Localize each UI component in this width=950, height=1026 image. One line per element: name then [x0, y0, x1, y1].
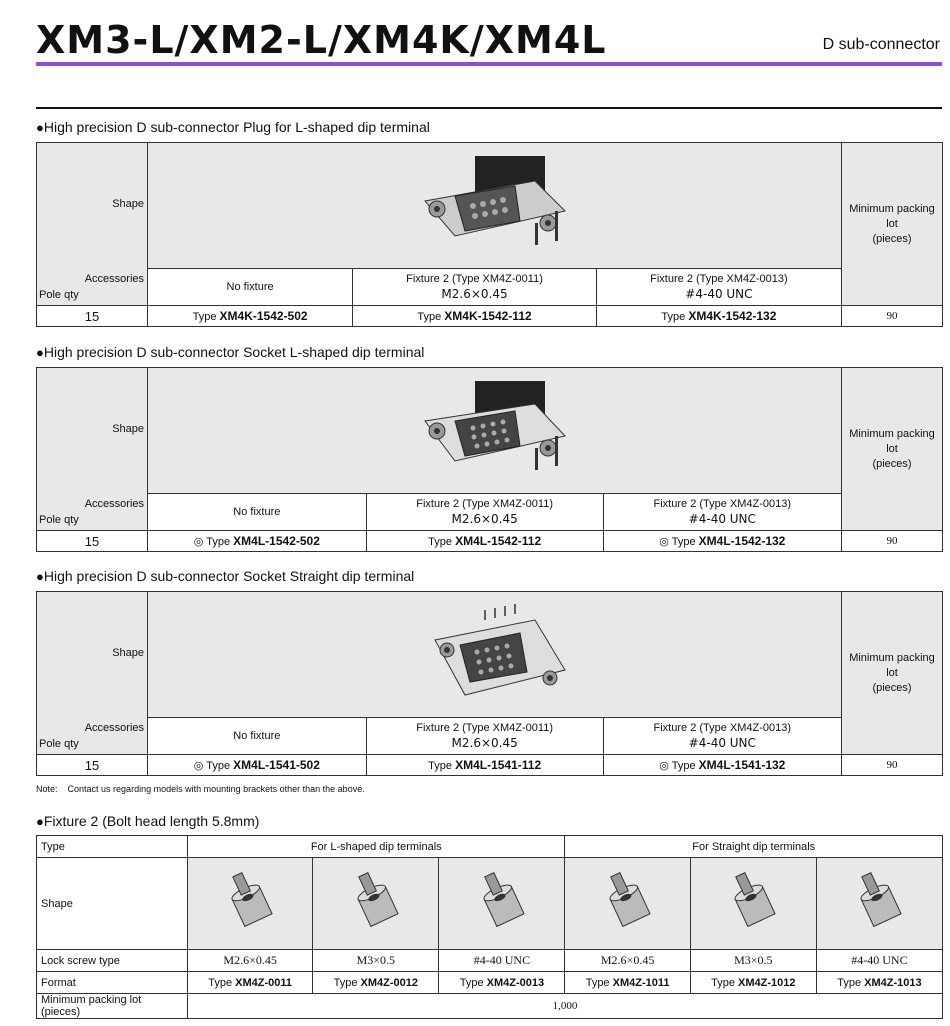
section-1-title: ●High precision D sub-connector Plug for L-shaped dip terminal: [36, 119, 430, 135]
footnote: Note: Contact us regarding models with mounting brackets other than the above.: [36, 784, 365, 794]
section-rule: [36, 107, 942, 109]
connector-image-cell: [148, 143, 842, 269]
min-packing-header: Minimum packing lot (pieces): [842, 368, 943, 531]
type-label: Type: [37, 836, 188, 858]
accessory-fixture-0011: Fixture 2 (Type XM4Z-0011) M2.6×0.45: [366, 493, 603, 530]
format-value: Type XM4Z-1011: [565, 972, 690, 994]
table-row: 15 ◎ Type XM4L-1542-502 Type XM4L-1542-112 ◎ Type XM4L-1542-132 90: [37, 531, 943, 552]
format-value: Type XM4Z-0011: [188, 972, 313, 994]
fixture-title: ●Fixture 2 (Bolt head length 5.8mm): [36, 813, 260, 829]
page-title: XM3-L/XM2-L/XM4K/XM4L: [36, 18, 607, 62]
plug-connector-image: [415, 151, 575, 251]
format-value: Type XM4Z-0013: [439, 972, 565, 994]
fixture-image: [565, 858, 690, 950]
socket-connector-image: [415, 376, 575, 476]
min-packing-header: Minimum packing lot (pieces): [842, 592, 943, 755]
table-row: 15 ◎ Type XM4L-1541-502 Type XM4L-1541-112 ◎ Type XM4L-1541-132 90: [37, 755, 943, 776]
straight-socket-image: [415, 600, 575, 700]
connector-image-cell: [148, 592, 842, 718]
fixture-image: [439, 858, 565, 950]
accessory-fixture-0011: Fixture 2 (Type XM4Z-0011) M2.6×0.45: [366, 717, 603, 754]
format-value: Type XM4Z-1012: [690, 972, 816, 994]
page-subtitle: D sub-connector: [822, 36, 940, 53]
section-1-table: [36, 142, 943, 327]
format-label: Format: [37, 972, 188, 994]
table-row: 15 Type XM4K-1542-502 Type XM4K-1542-112 Type XM4K-1542-132 90: [37, 306, 943, 327]
format-value: Type XM4Z-0012: [313, 972, 439, 994]
lock-value: M3×0.5: [313, 950, 439, 972]
group-straight: For Straight dip terminals: [565, 836, 943, 858]
min-packing-value: 1,000: [188, 994, 943, 1019]
shape-label-cell: Shape Accessories Pole qty: [37, 368, 148, 531]
section-2-title: ●High precision D sub-connector Socket L-shaped dip terminal: [36, 344, 425, 360]
header-rule: [36, 62, 942, 66]
fixture-table: [36, 835, 943, 1019]
connector-image-cell: [148, 368, 842, 494]
fixture-image: [690, 858, 816, 950]
lock-label: Lock screw type: [37, 950, 188, 972]
lock-value: #4-40 UNC: [439, 950, 565, 972]
group-l-shaped: For L-shaped dip terminals: [188, 836, 565, 858]
section-3-table: [36, 591, 943, 776]
fixture-image: [313, 858, 439, 950]
accessory-no-fixture: No fixture: [148, 493, 367, 530]
lock-value: #4-40 UNC: [816, 950, 942, 972]
section-3-title: ●High precision D sub-connector Socket Straight dip terminal: [36, 568, 415, 584]
fixture-image: [188, 858, 313, 950]
lock-value: M2.6×0.45: [565, 950, 690, 972]
fixture-image: [816, 858, 942, 950]
accessory-no-fixture: No fixture: [148, 268, 353, 305]
accessory-fixture-0013: Fixture 2 (Type XM4Z-0013) #4-40 UNC: [596, 268, 841, 305]
accessory-no-fixture: No fixture: [148, 717, 367, 754]
lock-value: M3×0.5: [690, 950, 816, 972]
shape-label-cell: Shape Accessories Pole qty: [37, 143, 148, 306]
min-packing-label: Minimum packing lot (pieces): [37, 994, 188, 1019]
accessory-fixture-0013: Fixture 2 (Type XM4Z-0013) #4-40 UNC: [603, 717, 841, 754]
shape-label-cell: Shape Accessories Pole qty: [37, 592, 148, 755]
section-2-table: [36, 367, 943, 552]
shape-label: Shape: [37, 858, 188, 950]
min-packing-header: Minimum packing lot (pieces): [842, 143, 943, 306]
accessory-fixture-0011: Fixture 2 (Type XM4Z-0011) M2.6×0.45: [353, 268, 597, 305]
accessory-fixture-0013: Fixture 2 (Type XM4Z-0013) #4-40 UNC: [603, 493, 841, 530]
lock-value: M2.6×0.45: [188, 950, 313, 972]
format-value: Type XM4Z-1013: [816, 972, 942, 994]
